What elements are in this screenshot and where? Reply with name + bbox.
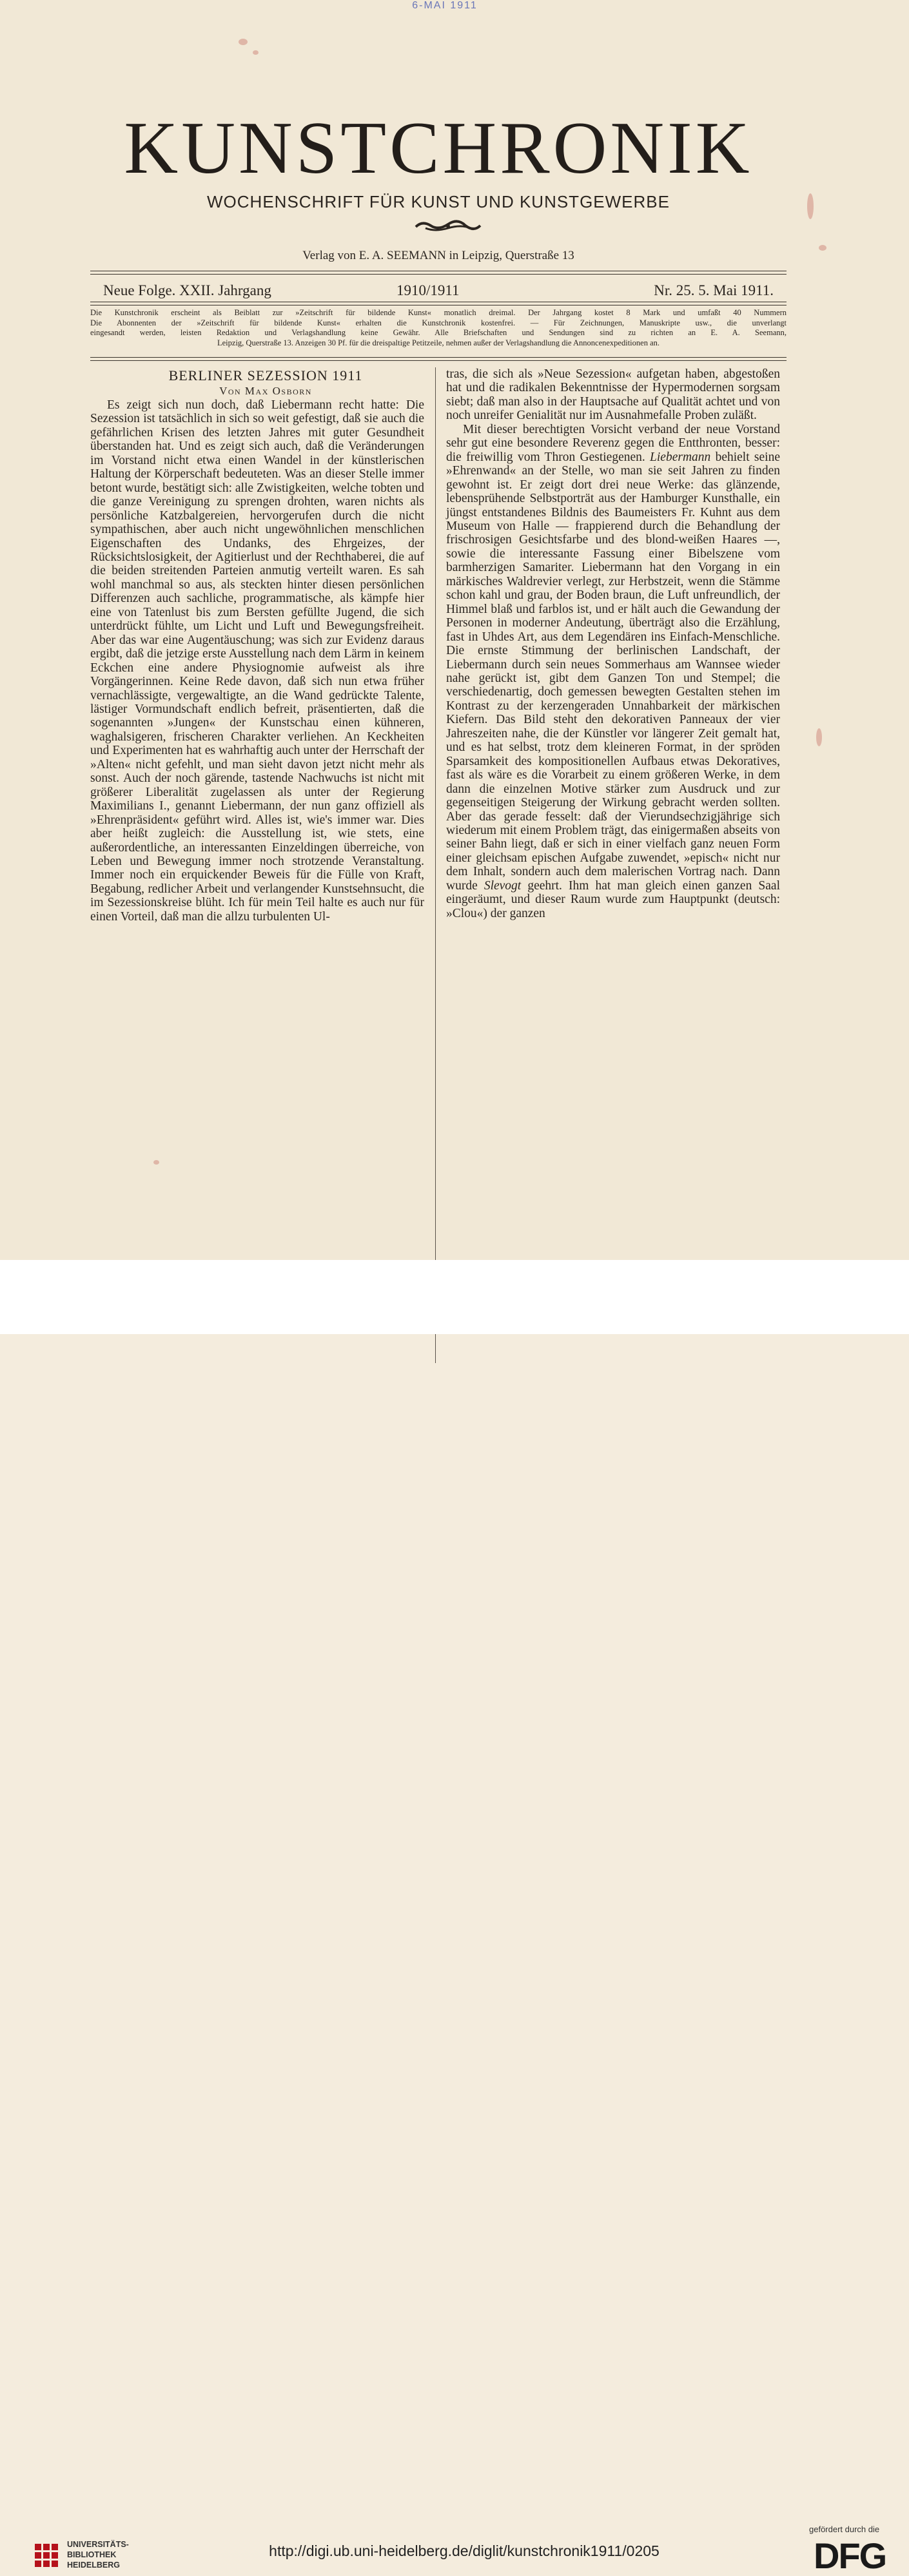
- article-title: BERLINER SEZESSION 1911: [168, 367, 363, 383]
- library-name-line: BIBLIOTHEK: [67, 2550, 117, 2559]
- artist-name: Liebermann: [650, 450, 711, 464]
- paper-stain: [153, 1160, 159, 1165]
- masthead-subtitle: WOCHENSCHRIFT FÜR KUNST UND KUNSTGEWERBE: [207, 192, 670, 211]
- paragraph: Es zeigt sich nun doch, daß Liebermann recht hatte: Die Sezession ist tatsächlich in sich so weit gefestigt, daß sie auch die gefährlichen Krisen des letzten Jahres mit guter Gesundheit überstanden hat. Und es zeigt sich auch, daß die Veränderungen im Vorstand nicht etwa einen Wandel in der künstlerischen Haltung der Körperschaft bedeuteten. Was an dieser Stelle immer betont wurde, bestätigt sich: alle Zwistigkeiten, welche tobten und die ganze Vereinigung zu sprengen drohten, waren nichts als persönliche Katzbalgereien, hervorgerufen durch die nicht sympathischen, aber auch nicht ungewöhnlichen menschlichen Eigenschaften des Undanks, des Ehrgeizes, der Rücksichtslosigkeit, der Agitierlust und der Rechthaberei, die auf die beiden streitenden Parteien anmutig verteilt waren. Es sah wohl manchmal so aus, als steckten hinter diesen persönlichen Differenzen auch sachliche, programmatische, als kämpfe hier eine von Tatenlust bis zum Bersten gefüllte Jugend, die sich unterdrückt fühlte, um Licht und Luft und Bewegungsfreiheit. Aber das war eine Augentäuschung; was sich zur Evidenz daraus ergibt, daß die jetzige erste Ausstellung nach dem Lärm in keinem Eckchen eine andere Physiognomie aufweist als ihre Vorgängerinnen. Keine Rede davon, daß sich nun etwa früher vernachlässigte, vergewaltigte, an die Wand gedrückte Talente, lästiger Vormundschaft endlich befreit, präsentierten, daß die sogenannten »Jungen« der Kunstschau einen kühneren, waghalsigeren, frischeren Charakter verliehen. An Keckheiten und Experimenten hat es wahrhaftig auch unter der Herrschaft der »Alten« nicht gefehlt, und man sieht davon jetzt nicht mehr als sonst. Auch der noch gärende, tastende Nachwuchs ist nicht mit größerer Liberalität zugelassen als unter der Regierung Maximilians I., genannt Liebermann, der nun ganz offiziell als »Ehrenpräsident« geführt wird. Alles ist, wie's immer war. Dies aber heißt zugleich: die Ausstellung ist, wie stets, eine außerordentliche, an interessanten Einzeldingen überreiche, von Leben und Bewegung immer noch strotzende Veranstaltung. Immer noch ein erquickender Beweis für die Fülle von Kraft, Begabung, redlicher Arbeit und verlangender Kunstsehnsucht, die im Sezessionskreise blüht. Ich für mein Teil halte es auch nur für einen Vorteil, daß man die allzu turbulenten Ul-: [90, 398, 424, 924]
- library-name-line: UNIVERSITÄTS-: [67, 2540, 129, 2549]
- column-right: [446, 367, 780, 920]
- text-run: behielt seine »Ehrenwand« an der Stelle, wo man sie seit Jahren zu finden gewohnt ist. Er zeigt dort drei neue Werke: das glänzende, lebensprühende Selbstporträt aus der Hamburger Kunsthalle, ein jüngst entstandenes Bildnis des Baumeisters Fr. Kuhnt aus dem Museum von Halle — frappierend durch die Behandlung der frischrosigen Gesichtsfarbe und des blond-weißen Haares —, sowie die interessante Fassung einer Bibelszene vom barmherzigen Samariter. Liebermann hat den Vorgang in ein märkisches Waldrevier verlegt, zur Herbstzeit, wenn die Stämme schon kahl und grau, der Boden braun, die Luft unfreundlich, der Himmel blaß und farblos ist, und er hält auch die Gewandung der Personen in moderner Andeutung, überträgt also die Erzählung, fast in Uhdes Art, aus dem Legendären ins Einfach-Menschliche. Die ernste Stimmung der berlinischen Landschaft, der Liebermann durch sein neues Sommerhaus am Wannsee wieder nahe gerückt ist, gibt dem Ganzen Ton und Stempel; die verschiedenartig, doch gemessen bewegten Gestalten stehen im Kontrast zu der kerzengeraden Unnahbarkeit der märkischen Kiefern. Das Bild steht den dekorativen Panneaux der vier Jahreszeiten nahe, die der Künstler vor längerer Zeit gemalt hat, und es hat selbst, trotz dem kleineren Format, in der spröden Sparsamkeit des kompositionellen Aufbaus etwas Dekoratives, fast als wäre es die Vorarbeit zu einem größeren Werke, in dem dann die einzelnen Motive stärker zum Ausdruck und zur gegenseitigen Steigerung der Wirkung gebracht werden sollten. Aber das gerade fesselt: daß der Vierundsechzigjährige sich wiederum mit einem Problem trägt, das einigermaßen abseits von seiner Bahn liegt, daß er sich in einer vielfach ganz neuen Form einer gleichsam epischen Aufgabe zuwendet, »episch« nicht nur dem Inhalt, sondern auch dem malerischen Vortrag nach. Dann wurde: [446, 450, 780, 893]
- paragraph: [446, 423, 780, 920]
- years-label: 1910/1911: [396, 282, 460, 298]
- subscription-notice: [90, 308, 787, 348]
- footer-bar: [0, 1260, 909, 2576]
- artist-name: Slevogt: [484, 878, 522, 893]
- library-name-line: HEIDELBERG: [67, 2561, 120, 2570]
- issue-number: Nr. 25. 5. Mai 1911.: [654, 282, 774, 298]
- notice-line: Die Abonnenten der »Zeitschrift für bildende Kunst« erhalten die Kunstchronik kostenfrei. — Für Zeichnungen, Manuskripte usw., die unverlangt: [90, 318, 787, 327]
- library-name: [67, 2539, 129, 2570]
- paper-stain: [253, 50, 259, 55]
- column-divider: [435, 367, 436, 1363]
- text-run: Mit dieser berechtigten Vorsicht verband der neue Vorstand sehr gut eine besondere Reverenz gegen die Entthronten, besser: die freiwillig vom Thron Gestiegenen.: [446, 422, 780, 464]
- paper-stain: [239, 39, 248, 45]
- article-byline: Von Max Osborn: [219, 385, 312, 397]
- masthead-title: KUNSTCHRONIK: [124, 107, 753, 189]
- notice-line: eingesandt werden, leisten Redaktion und Verlagshandlung keine Gewähr. Alle Briefschaften und Sendungen sind zu richten an E. A. Seemann,: [90, 328, 787, 337]
- date-stamp: 6-MAI 1911: [412, 0, 478, 11]
- rule-top-thin: [90, 274, 787, 275]
- library-logo-icon: [34, 2542, 59, 2568]
- paper-stain: [816, 728, 822, 746]
- paper-stain: [807, 193, 814, 219]
- permalink[interactable]: http://digi.ub.uni-heidelberg.de/diglit/kunstchronik1911/0205: [269, 2542, 660, 2559]
- ornament-icon: [413, 219, 484, 233]
- rule-bottom-thin: [90, 360, 787, 361]
- publisher-line: Verlag von E. A. SEEMANN in Leipzig, Querstraße 13: [302, 249, 574, 262]
- dfg-logo: DFG: [814, 2535, 886, 2576]
- paper-stain: [819, 245, 826, 251]
- notice-line: Leipzig, Querstraße 13. Anzeigen 30 Pf. für die dreispaltige Petitzeile, nehmen außer der Verlagshandlung die Annoncenexpeditionen an.: [217, 338, 660, 347]
- notice-line: Die Kunstchronik erscheint als Beiblatt zur »Zeitschrift für bildende Kunst« monatlich dreimal. Der Jahrgang kostet 8 Mark und umfaßt 40 Nummern: [90, 308, 787, 317]
- funding-label: gefördert durch die: [809, 2524, 880, 2534]
- text-run: geehrt. Ihm hat man gleich einen ganzen Saal eingeräumt, und dieser Raum wurde zum Hauptpunkt (deutsch: »Clou«) der ganzen: [446, 878, 780, 920]
- paragraph: tras, die sich als »Neue Sezession« aufgetan haben, abgestoßen hat und die radikalen Bekenntnisse der Hypermodernen sorgsam siebt; daß man also in der Hauptsache auf Qualität achtet und von noch unreifer Genialität nur im Ausnahmefalle Proben zuläßt.: [446, 367, 780, 423]
- rule-bottom: [90, 357, 787, 358]
- scanned-page: [0, 0, 909, 1260]
- column-left: [90, 367, 424, 924]
- series-label: Neue Folge. XXII. Jahrgang: [103, 282, 271, 298]
